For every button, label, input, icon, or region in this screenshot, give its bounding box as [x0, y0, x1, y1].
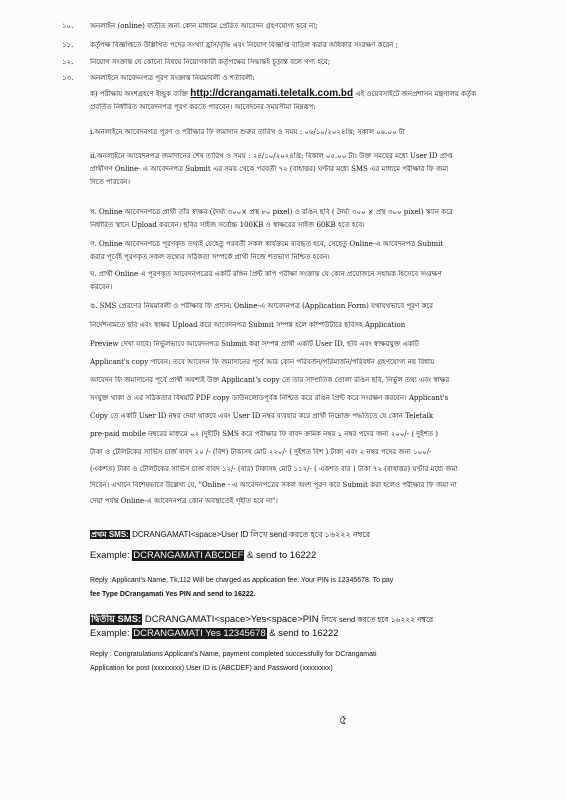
first-sms-reply-line-1: Reply :Applicant's Name, Tk,112 Will be charged as application fee. Your PIN is 12345678. To pay	[90, 577, 394, 584]
ga-line-2: করার পূর্বেই পূরণকৃত সকল তথ্যের সঠিকতা সম্পর্কে প্রার্থী নিজে শতভাগ নিশ্চিত হবেন।	[90, 253, 330, 261]
ka-line-2: প্রবর্তিত নির্ধারিত আবেদনপত্র পূরণ করতে পারবেন। আবেদনের সময়সীমা নিম্নরূপ:	[90, 103, 316, 111]
second-sms-example-send: & send to 16222	[269, 628, 339, 639]
second-sms-example	[90, 628, 338, 640]
first-sms-example-code: DCRANGAMATI ABCDEF	[133, 550, 244, 561]
ka-period-i: i.অনলাইনে আবেদনপত্র পূরণ ও পরীক্ষার ফি জমাদান শুরুর তারিখ ও সময় : ০৬/১০/২০২৪খ্রি; সকাল ০৯.০০ টা	[90, 128, 405, 136]
second-sms-label: দ্বিতীয় SMS:	[91, 614, 142, 625]
item-number-12: ১২.	[62, 58, 74, 66]
website-link[interactable]: http://dcrangamati.teletalk.com.bd	[190, 88, 354, 99]
umo-line-3: Preview দেখা যাবে। নির্ভুলভাবে আবেদনপত্র Submit করা সম্পন্ন প্রার্থী একটি User ID, ছবি এবং স্বাক্ষরযুক্ত একটি	[90, 340, 419, 348]
umo-line-12: দেয়া পর্যন্ত Online-এ আবেদনপত্র কোন অবস্থাতেই গৃহীত হবে না"।	[90, 497, 278, 505]
item-text-12: নিয়োগ সংক্রান্ত যে কোনো বিষয়ে নিয়োগকারী কর্তৃপক্ষের সিদ্ধান্তই চূড়ান্ত বলে গণ্য হবে;	[90, 58, 331, 66]
first-sms-example	[90, 550, 316, 562]
gha-line-2: করবেন।	[90, 283, 113, 291]
second-sms-command: DCRANGAMATI<space>Yes<space>PIN	[144, 614, 319, 625]
umo-line-11: দিবেন। এখানে বিশেষভাবে উল্লেখ্য যে, "Online - এ আবেদনপত্রের সকল অংশ পূরণ করে Submit করা হলেও পরীক্ষার ফি জমা না	[90, 481, 457, 489]
gha-line-1: ঘ. প্রার্থী Online এ পূরণকৃত আবেদনপত্রের একটি রঙ্গিন প্রিন্ট কপি পরীক্ষা সংক্রান্ত যে কোন প্রয়োজনে সহায়ক হিসেবে সংরক্ষণ	[90, 270, 442, 278]
umo-line-10: (একশত) টাকা ও টেলিটকের সার্ভিস চার্জ বাবদ ১২/- (বার) টাকাসহ মোট ১১২/- ( একশত বার ) টাকা ৭২ (বাহাত্তর) ঘণ্টার মধ্যে জমা	[90, 465, 458, 473]
umo-line-7: Copy তে একটি User ID নম্বর দেয়া থাকবে এবং User ID নম্বর ব্যবহার করে প্রার্থী নিম্নোক্ত পদ্ধতিতে যে কোন Teletalk	[90, 412, 434, 420]
first-sms-reply-line-2: fee Type DCrangamati Yes PIN and send to 16222.	[90, 591, 256, 598]
kha-line-1: খ. Online আবেদনপত্রে প্রার্থী তাঁর স্বাক্ষর (দৈর্ঘ্য ৩০০× প্রস্থ ৮০ pixel) ও রঙিন ছবি ( দৈর্ঘ্য ৩০০ × প্রস্থ ৩০০ pixel) স্ক্যান করে	[90, 208, 453, 216]
ka-period-ii-line-2: প্রার্থীগণ Online- এ আবেদনপত্র Submit এর সময় থেকে পরবর্তী ৭২ (বাহাত্তর) ঘণ্টার মধ্যে SMS এর মাধ্যমে পরীক্ষার ফি জমা	[90, 165, 449, 173]
umo-line-9: টাকা ও টেলিটকের সার্ভিস চার্জ বাবদ ২০ /- (বিশ) টাকাসহ মোট ২২০/- ( দুইশত বিশ ) টাকা এবং ২ নম্বর পদের জন্য ১০০/-	[90, 448, 432, 456]
item-text-13: অনলাইনে আবেদনপত্র পূরণ সংক্রান্ত নিয়মাবলী ও শর্তাবলী:	[90, 74, 255, 82]
second-sms-example-code: DCRANGAMATI Yes 12345678	[133, 628, 266, 639]
ka-period-ii-line-3: দিতে পারবেন।	[90, 178, 130, 186]
first-sms-example-send: & send to 16222	[247, 550, 317, 561]
second-sms-reply-line-1: Reply : Congratulations Applicant's Name, payment completed successfully for DCrangamati	[90, 651, 377, 658]
umo-line-8: pre-paid mobile নম্বরের মাধ্যমে ০২ (দুইটি) SMS করে পরীক্ষার ফি বাবদ ক্রমিক নম্বর ১ নম্বর পদের জন্য ২০০/- ( দুইশত )	[90, 430, 438, 438]
ka-intro: ক) পরীক্ষায় অংশগ্রহণে ইচ্ছুক ব্যক্তি	[90, 90, 189, 98]
second-sms-reply-line-2: Application for post (xxxxxxxx) User ID is (ABCDEF) and Password (xxxxxxxx)	[90, 665, 333, 672]
ga-line-1: গ. Online আবেদনপত্রে পূরণকৃত তথ্যই যেহেতু পরবর্তী সকল কার্যক্রমে ব্যবহৃত হবে, সেহেতু Online-এ আবেদনপত্র Submit	[90, 240, 444, 248]
item-text-11: কর্তৃপক্ষ বিজ্ঞপ্তিতে উল্লিখিত পদের সংখ্যা হ্রাস/বৃদ্ধি এবং নিয়োগ বিজ্ঞপ্তি বাতিল করার অধিকার সংরক্ষণ করেন ;	[90, 41, 398, 49]
first-sms-line	[90, 529, 370, 540]
ka-intro-tail: এই ওয়েবসাইটে জনপ্রশাসন মন্ত্রণালয় কর্তৃক	[355, 90, 477, 98]
second-sms-line	[90, 614, 433, 626]
first-sms-instruction: লিখে send করতে হবে ১৬২২২ নম্বরে	[250, 530, 370, 539]
page-number: ৫	[339, 713, 348, 728]
item-number-10: ১০.	[62, 22, 74, 30]
item-text-10: অনলাইন (online) ব্যতীত অন্য কোন মাধ্যমে প্রেরিত আবেদন গ্রহণযোগ্য হবে না;	[90, 22, 318, 30]
second-sms-instruction: লিখে send করতে হবে ১৬২২২ নম্বরে	[321, 615, 434, 624]
second-sms-example-label: Example:	[90, 628, 130, 639]
ka-period-ii-line-1: ii.অনলাইনে আবেদনপত্র জমাদানের শেষ তারিখ ও সময় : ২৪/১০/২০২৪খ্রি: বিকাল ০৫.০০ টা। উক্ত সময়ের মধ্যে User ID প্রাপ্ত	[90, 152, 453, 160]
first-sms-command: DCRANGAMATI<space>User ID	[132, 530, 249, 539]
first-sms-example-label: Example:	[90, 550, 130, 561]
item-number-11: ১১.	[62, 41, 74, 49]
kha-line-2: নির্ধারিত স্থানে Upload করবেন। ছবির সাইজ সর্বোচ্চ 100KB ও স্বাক্ষরের সাইজ 60KB হতে হবে।	[90, 221, 365, 229]
umo-line-2: নির্দেশনামতে ছবি এবং স্বাক্ষর Upload করে আবেদনপত্র Submit সম্পন্ন হলে কম্পিউটারে ছবিসহ Application	[90, 321, 406, 329]
umo-line-4: Applicant's copy পাবেন। তবে আবেদন ফি জমাদানের পূর্বে আর কোন পরিবর্তন/পরিমার্জন/পরিবর্ধন গ্রহণযোগ্য নয় বিধায়	[90, 358, 435, 366]
ka-line-1	[90, 88, 476, 100]
first-sms-label: প্রথম SMS:	[91, 530, 129, 539]
umo-line-6: সংযুক্ত থাকা ও এর সঠিকতার বিষয়টি PDF copy ডাউনলোডপূর্বক নিশ্চিত করে রঙিন প্রিন্ট করে সংরক্ষণ করবেন। Applicant's	[90, 394, 449, 402]
item-number-13: ১৩.	[62, 74, 74, 82]
umo-line-1: ঙ. SMS প্রেরণের নিয়মাবলী ও পরীক্ষার ফি প্রদান: Online-এ আবেদনপত্র (Application Form) যথাযথভাবে পূরণ করে	[90, 302, 434, 310]
umo-line-5: আবেদন ফি জমাদানের পূর্বে প্রার্থী অবশ্যই উক্ত Applicant's copy তে তার সাম্প্রতিক তোলা রঙিন ছবি, নির্ভুল তথ্য এবং স্বাক্ষর	[90, 376, 450, 384]
